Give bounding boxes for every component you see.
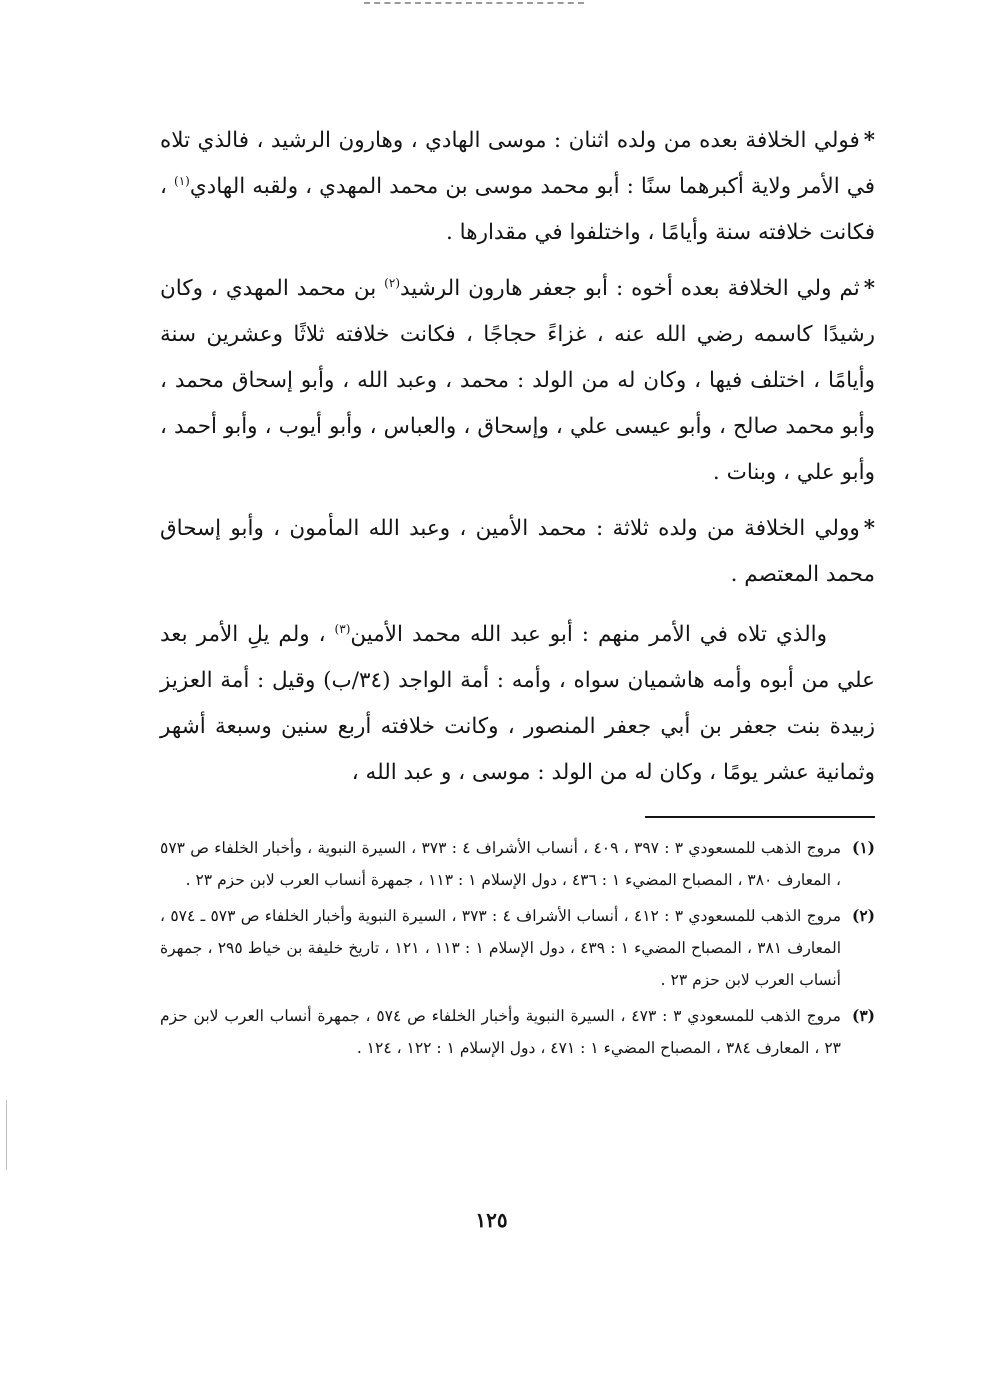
footnote-1	[160, 832, 875, 896]
footnote-separator	[645, 816, 875, 818]
footnote-3	[160, 1000, 875, 1064]
footnote-text: مروج الذهب للمسعودي ٣ : ٣٩٧ ، ٤٠٩ ، أنساب الأشراف ٤ : ٣٧٣ ، السيرة النبوية ، وأخبار الخلفاء ص ٥٧٣ ، المعارف ٣٨٠ ، المصباح المضيء ١ : ٤٣٦ ، دول الإسلام ١ : ١١٣ ، جمهرة أنساب العرب لابن حزم ٢٣ .	[160, 839, 842, 889]
paragraph-text: ، ولم يلِ الأمر بعد علي من أبوه وأمه هاشميان سواه ، وأمه : أمة الواجد (٣٤/ب) وقيل : أمة العزيز زبيدة بنت جعفر بن أبي جعفر المنصور ، وكانت خلافته أربع سنين وسبعة أشهر وثمانية عشر يومًا ، وكان له من الولد : موسى ، و عبد الله ،	[160, 622, 875, 785]
footnote-number: (٣)	[851, 1006, 875, 1025]
paragraph-text: وولي الخلافة من ولده ثلاثة : محمد الأمين ، وعبد الله المأمون ، وأبو إسحاق محمد المعتصم .	[160, 516, 875, 587]
footnote-ref-3[interactable]: (٣)	[334, 621, 351, 636]
asterisk-bullet: *	[863, 276, 875, 301]
footnote-2	[160, 900, 875, 996]
paragraph-3	[160, 506, 875, 598]
page-number: ١٢٥	[475, 1208, 508, 1232]
paragraph-2	[160, 266, 875, 496]
paragraph-text: ثم ولي الخلافة بعده أخوه : أبو جعفر هارون الرشيد	[400, 276, 860, 301]
footnote-text: مروج الذهب للمسعودي ٣ : ٤١٢ ، أنساب الأشراف ٤ : ٣٧٣ ، السيرة النبوية وأخبار الخلفاء ص ٥٧٣ ـ ٥٧٤ ، المعارف ٣٨١ ، المصباح المضيء ١ : ٤٣٩ ، دول الإسلام ١ : ١١٣ ، ١٢١ ، تاريخ خليفة بن خياط ٢٩٥ ، جمهرة أنساب العرب لابن حزم ٢٣ .	[160, 907, 842, 989]
paragraph-text: والذي تلاه في الأمر منهم : أبو عبد الله محمد الأمين	[350, 622, 827, 647]
paragraph-4	[160, 612, 875, 796]
footnote-ref-2[interactable]: (٢)	[384, 275, 400, 290]
paragraph-text: فولي الخلافة بعده من ولده اثنان : موسى الهادي ، وهارون الرشيد ، فالذي تلاه في الأمر ولاية أكبرهما سنًا : أبو محمد موسى بن محمد المهدي ، ولقبه الهادي	[160, 128, 875, 199]
footnote-text: مروج الذهب للمسعودي ٣ : ٤٧٣ ، السيرة النبوية وأخبار الخلفاء ص ٥٧٤ ، جمهرة أنساب العرب لابن حزم ٢٣ ، المعارف ٣٨٤ ، المصباح المضيء ١ : ٤٧١ ، دول الإسلام ١ : ١٢٢ ، ١٢٤ .	[160, 1007, 841, 1057]
paragraph-1	[160, 118, 875, 256]
paragraph-text: بن محمد المهدي ، وكان رشيدًا كاسمه رضي الله عنه ، غزاءً حجاجًا ، فكانت خلافته ثلاثًا وعشرين سنة وأيامًا ، اختلف فيها ، وكان له من الولد : محمد ، وعبد الله ، وأبو إسحاق محمد ، وأبو محمد صالح ، وأبو عيسى علي ، وإسحاق ، والعباس ، وأبو أيوب ، وأبو أحمد ، وأبو علي ، وبنات .	[160, 276, 875, 485]
footnote-number: (٢)	[851, 906, 875, 925]
top-scan-marks	[364, 2, 584, 8]
paragraph-text: ، فكانت خلافته سنة وأيامًا ، واختلفوا في مقدارها .	[160, 174, 875, 245]
footnote-number: (١)	[851, 838, 875, 857]
scan-margin-line	[6, 1100, 7, 1170]
page-body	[160, 118, 875, 1068]
asterisk-bullet: *	[863, 516, 875, 541]
asterisk-bullet: *	[863, 128, 875, 153]
footnote-ref-1[interactable]: (١)	[174, 173, 190, 188]
